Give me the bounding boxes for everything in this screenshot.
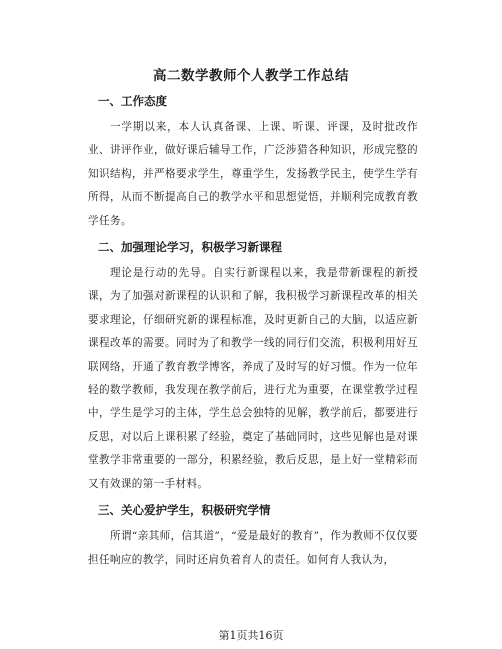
section-paragraph: 所谓“亲其师，信其道”，“爱是最好的教育”，作为教师不仅仅要担任响应的教学，同时还肩负着育人的责任。如何育人我认为，	[88, 530, 418, 566]
page-number-footer: 第1页共16页	[218, 629, 284, 642]
section-heading-attitude: 一、工作态度	[98, 94, 167, 108]
section-heading-care-students: 三、关心爱护学生，积极研究学情	[98, 503, 271, 518]
section-paragraph: 一学期以来，本人认真备课、上课、听课、评课，及时批改作业、讲评作业，做好课后辅导工作，广泛涉猎各种知识，形成完整的知识结构，并严格要求学生，尊重学生，发扬教学民主，使学生学有所得，从而不断提高自己的教学水平和思想觉悟，并顺利完成教育教学任务。	[88, 121, 418, 227]
document-title: 高二数学教师个人教学工作总结	[153, 68, 349, 84]
document-body	[88, 92, 418, 577]
section-paragraph: 理论是行动的先导。自实行新课程以来，我是带新课程的新授课，为了加强对新课程的认识和了解，我积极学习新课程改革的相关要求理论，仔细研究新的课程标准，及时更新自己的大脑，以适应新课程改革的需要。同时为了和教学一线的同行们交流，积极利用好互联网络，开通了教育教学博客，养成了及时写的好习惯。作为一位年轻的数学教师，我发现在教学前后，进行尤为重要，在课堂教学过程中，学生是学习的主体，学生总会独特的见解，教学前后，都要进行反思，对以后上课积累了经验，奠定了基础同时，这些见解也是对课堂教学非常重要的一部分，积累经验，教后反思，是上好一堂精彩而又有效课的第一手材料。	[88, 267, 418, 490]
section-heading-theory-study: 二、加强理论学习，积极学习新课程	[98, 240, 282, 255]
